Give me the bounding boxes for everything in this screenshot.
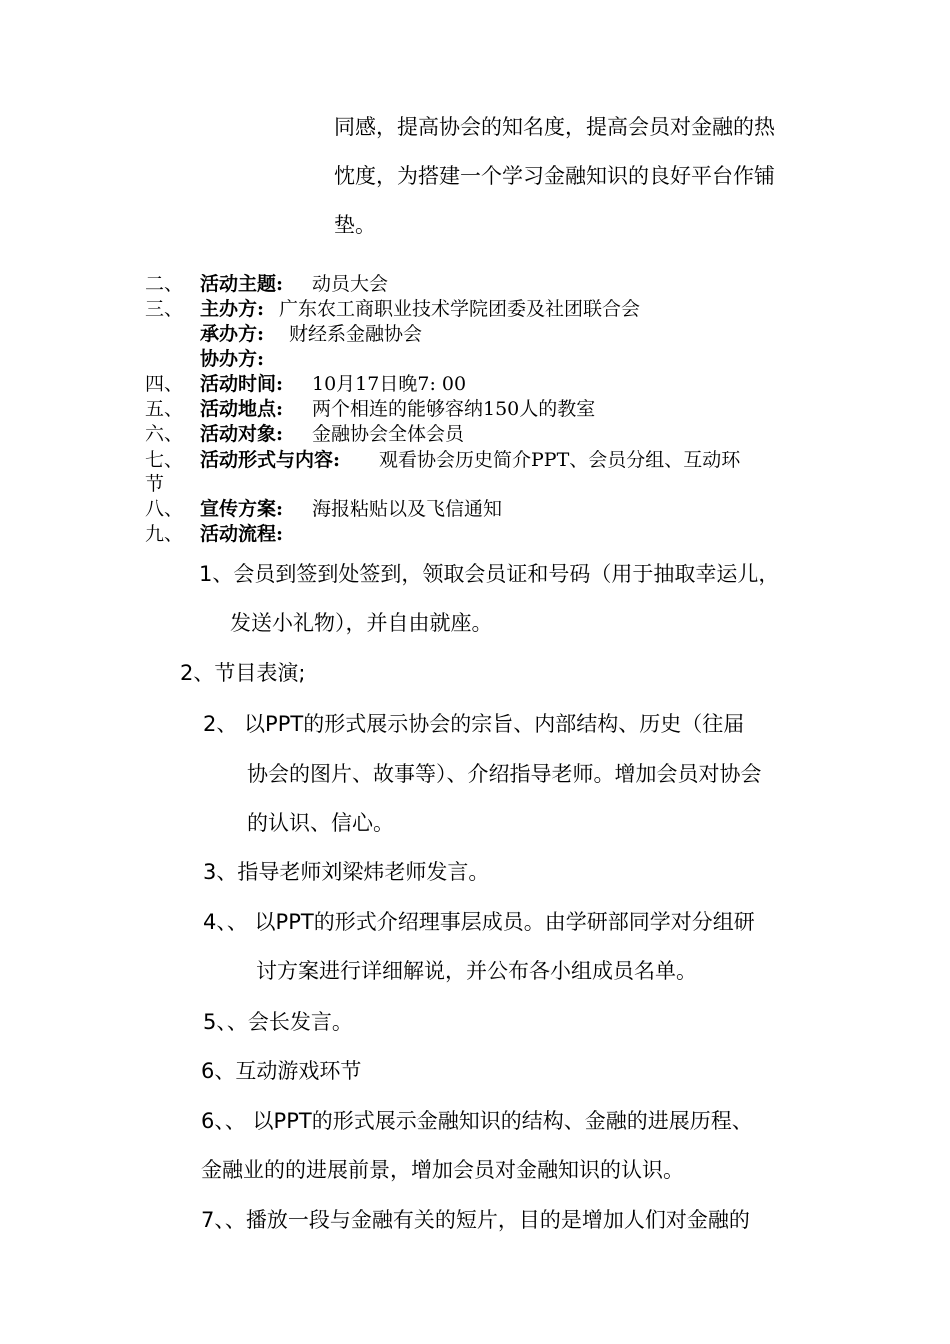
- flow-step-line: 讨方案进行详细解说，并公布各小组成员名单。: [256, 959, 697, 983]
- section-host: [0, 325, 950, 349]
- flow-step-line: 2、 以PPT的形式展示协会的宗旨、内部结构、历史（往届: [203, 712, 745, 736]
- section-flow: [0, 525, 950, 549]
- section-value-wrap: 节: [145, 473, 165, 495]
- section-label: 活动时间:: [200, 373, 284, 395]
- flow-step-line: 6、互动游戏环节: [201, 1059, 362, 1083]
- flow-step-line: 3、指导老师刘梁炜老师发言。: [203, 860, 490, 884]
- section-format: [0, 451, 950, 475]
- section-number: 九、: [145, 523, 184, 545]
- section-label: 承办方:: [200, 323, 265, 345]
- section-format-wrap: [0, 475, 950, 499]
- section-value: 金融协会全体会员: [312, 423, 465, 445]
- section-number: 五、: [145, 398, 184, 420]
- section-number: 四、: [145, 373, 184, 395]
- flow-step-line: 的认识、信心。: [247, 811, 394, 835]
- section-value: 广东农工商职业技术学院团委及社团联合会: [279, 298, 641, 320]
- section-label: 协办方:: [200, 348, 265, 370]
- section-location: [0, 400, 950, 424]
- flow-step-line: 协会的图片、故事等）、介绍指导老师。增加会员对协会: [247, 762, 762, 786]
- section-time: [0, 375, 950, 399]
- flow-step-line: 4、、 以PPT的形式介绍理事层成员。由学研部同学对分组研: [203, 910, 755, 934]
- section-value: 两个相连的能够容纳150人的教室: [312, 398, 596, 420]
- flow-step-line: 6、、 以PPT的形式展示金融知识的结构、金融的进展历程、: [201, 1109, 753, 1133]
- intro-line: 忱度，为搭建一个学习金融知识的良好平台作铺: [334, 164, 775, 188]
- flow-step-line: 2、节目表演;: [180, 661, 306, 685]
- section-audience: [0, 425, 950, 449]
- section-label: 活动对象:: [200, 423, 284, 445]
- flow-step-line: 金融业的的进展前景，增加会员对金融知识的认识。: [201, 1158, 684, 1182]
- section-value: 动员大会: [312, 273, 389, 295]
- section-number: 二、: [145, 273, 184, 295]
- section-organizer: [0, 300, 950, 324]
- section-label: 活动地点:: [200, 398, 284, 420]
- flow-step-line: 1、会员到签到处签到，领取会员证和号码（用于抽取幸运儿，: [199, 562, 780, 586]
- section-label: 活动形式与内容:: [200, 449, 341, 471]
- section-number: 三、: [145, 298, 184, 320]
- section-number: 六、: [145, 423, 184, 445]
- section-value: 10月17日晚7: 00: [312, 373, 467, 395]
- section-number: 八、: [145, 498, 184, 520]
- section-publicity: [0, 500, 950, 524]
- intro-line: 同感，提高协会的知名度，提高会员对金融的热: [334, 115, 775, 139]
- section-number: 七、: [145, 449, 184, 471]
- section-label: 活动流程:: [200, 523, 284, 545]
- flow-step-line: 5、、会长发言。: [203, 1010, 353, 1034]
- section-value: 财经系金融协会: [289, 323, 423, 345]
- section-co-organizer: [0, 350, 950, 374]
- flow-step-line: 7、、播放一段与金融有关的短片，目的是增加人们对金融的: [201, 1208, 750, 1232]
- section-value: 观看协会历史简介PPT、会员分组、互动环: [379, 449, 741, 471]
- flow-step-line: 发送小礼物），并自由就座。: [230, 611, 493, 635]
- section-value: 海报粘贴以及飞信通知: [312, 498, 503, 520]
- section-theme: [0, 275, 950, 299]
- section-label: 宣传方案:: [200, 498, 284, 520]
- intro-line: 垫。: [334, 213, 376, 237]
- section-label: 活动主题:: [200, 273, 284, 295]
- section-label: 主办方:: [200, 298, 265, 320]
